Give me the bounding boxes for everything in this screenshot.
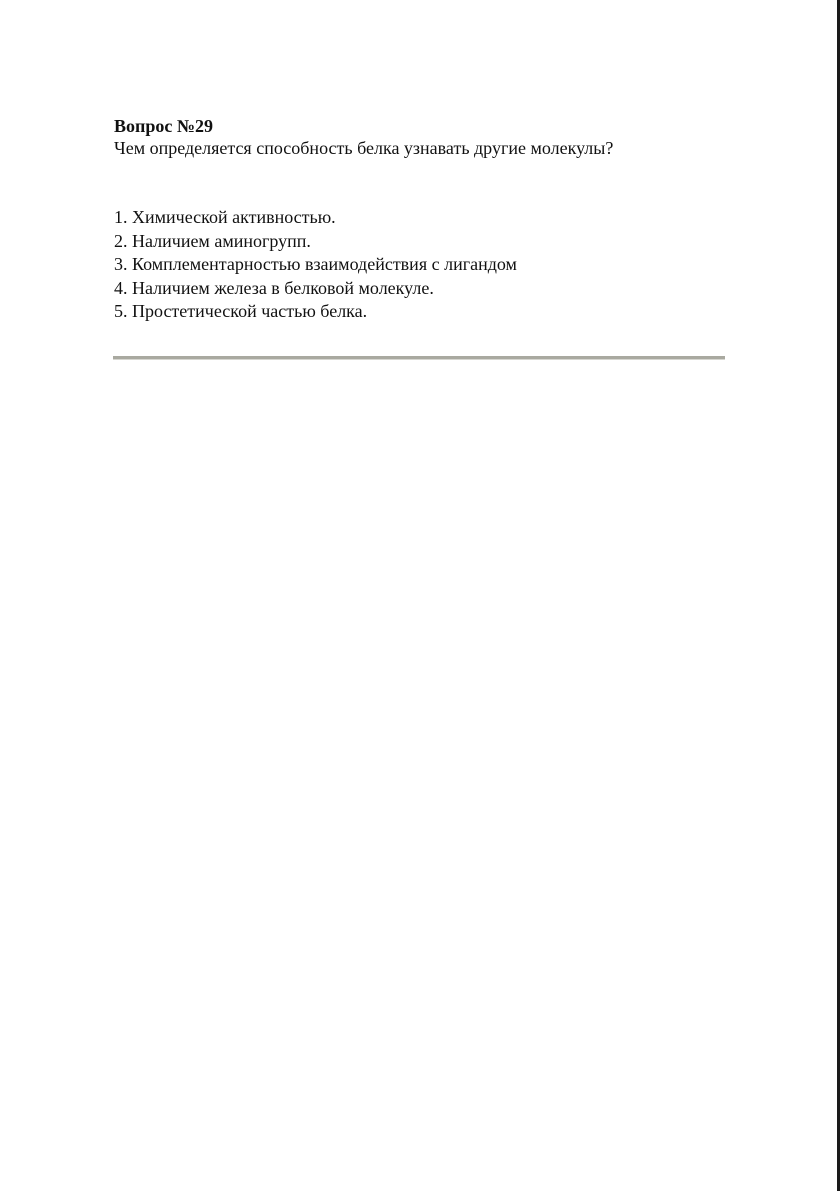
- answer-option-5[interactable]: 5. Простетической частью белка.: [114, 301, 368, 321]
- answer-option-4[interactable]: 4. Наличием железа в белковой молекуле.: [114, 277, 434, 298]
- question-block: [114, 116, 734, 160]
- answer-option-3[interactable]: 3. Комплементарностью взаимодействия с лигандом: [114, 254, 517, 274]
- question-text: Чем определяется способность белка узнавать другие молекулы?: [114, 138, 614, 158]
- question-title: Вопрос №29: [114, 116, 213, 136]
- answer-option-1[interactable]: 1. Химической активностью.: [114, 207, 336, 227]
- answer-list: [114, 206, 734, 324]
- divider: [113, 356, 725, 360]
- answer-option-2[interactable]: 2. Наличием аминогрупп.: [114, 230, 311, 251]
